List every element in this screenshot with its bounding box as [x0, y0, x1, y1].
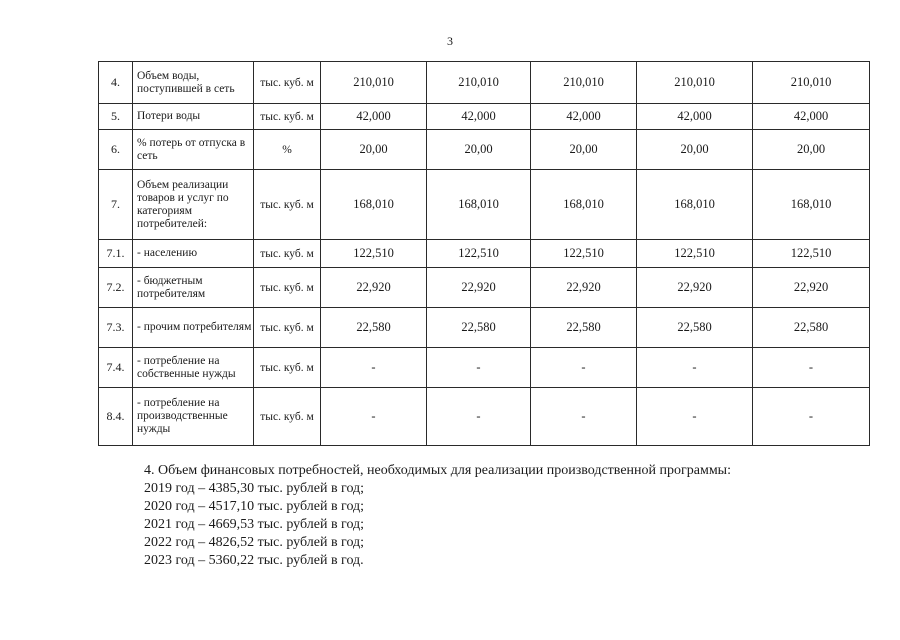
value-cell: 42,000: [531, 104, 637, 130]
value-cell: 168,010: [321, 170, 427, 240]
value-cell: -: [321, 348, 427, 388]
indicator-name-cell: - населению: [133, 240, 254, 268]
financial-needs-line: 2021 год – 4669,53 тыс. рублей в год;: [144, 517, 365, 532]
unit-cell: тыс. куб. м: [254, 240, 321, 268]
row-number-cell: 7.: [99, 170, 133, 240]
value-cell: 22,580: [321, 308, 427, 348]
table-row: [99, 130, 870, 170]
value-cell: 20,00: [427, 130, 531, 170]
value-cell: 168,010: [531, 170, 637, 240]
unit-cell: тыс. куб. м: [254, 104, 321, 130]
table-row: [99, 62, 870, 104]
row-number-cell: 5.: [99, 104, 133, 130]
indicator-name-cell: - бюджетным потребителям: [133, 268, 254, 308]
row-number-cell: 4.: [99, 62, 133, 104]
value-cell: 22,580: [637, 308, 753, 348]
value-cell: 22,580: [427, 308, 531, 348]
value-cell: -: [321, 388, 427, 446]
indicator-name-cell: Объем воды, поступившей в сеть: [133, 62, 254, 104]
value-cell: -: [637, 388, 753, 446]
unit-cell: тыс. куб. м: [254, 308, 321, 348]
indicators-table: [98, 61, 870, 446]
value-cell: -: [531, 348, 637, 388]
value-cell: 210,010: [531, 62, 637, 104]
value-cell: 122,510: [637, 240, 753, 268]
row-number-cell: 7.4.: [99, 348, 133, 388]
value-cell: 22,920: [321, 268, 427, 308]
value-cell: -: [753, 388, 870, 446]
value-cell: 42,000: [637, 104, 753, 130]
unit-cell: %: [254, 130, 321, 170]
indicator-name-cell: Объем реализации товаров и услуг по категориям потребителей:: [133, 170, 254, 240]
value-cell: 22,580: [753, 308, 870, 348]
indicator-name-cell: % потерь от отпуска в сеть: [133, 130, 254, 170]
table-row: [99, 388, 870, 446]
financial-needs-line: 2019 год – 4385,30 тыс. рублей в год;: [144, 481, 365, 496]
table-row: [99, 308, 870, 348]
value-cell: -: [531, 388, 637, 446]
table-row: [99, 170, 870, 240]
unit-cell: тыс. куб. м: [254, 348, 321, 388]
value-cell: 22,920: [637, 268, 753, 308]
value-cell: 122,510: [427, 240, 531, 268]
value-cell: -: [427, 388, 531, 446]
value-cell: 210,010: [637, 62, 753, 104]
value-cell: -: [427, 348, 531, 388]
value-cell: 168,010: [427, 170, 531, 240]
unit-cell: тыс. куб. м: [254, 170, 321, 240]
value-cell: 168,010: [637, 170, 753, 240]
unit-cell: тыс. куб. м: [254, 62, 321, 104]
table-row: [99, 348, 870, 388]
row-number-cell: 8.4.: [99, 388, 133, 446]
value-cell: 22,920: [531, 268, 637, 308]
value-cell: 20,00: [531, 130, 637, 170]
indicator-name-cell: - потребление на собственные нужды: [133, 348, 254, 388]
value-cell: 22,580: [531, 308, 637, 348]
indicator-name-cell: - потребление на производственные нужды: [133, 388, 254, 446]
financial-needs-line: 2023 год – 5360,22 тыс. рублей в год.: [144, 553, 364, 568]
value-cell: 210,010: [753, 62, 870, 104]
value-cell: 42,000: [427, 104, 531, 130]
table-row: [99, 268, 870, 308]
value-cell: 22,920: [753, 268, 870, 308]
indicator-name-cell: Потери воды: [133, 104, 254, 130]
value-cell: 20,00: [321, 130, 427, 170]
value-cell: -: [753, 348, 870, 388]
financial-needs-line: 2022 год – 4826,52 тыс. рублей в год;: [144, 535, 365, 550]
row-number-cell: 7.3.: [99, 308, 133, 348]
value-cell: 122,510: [531, 240, 637, 268]
table-row: [99, 104, 870, 130]
value-cell: 22,920: [427, 268, 531, 308]
unit-cell: тыс. куб. м: [254, 268, 321, 308]
table-row: [99, 240, 870, 268]
value-cell: 210,010: [427, 62, 531, 104]
financial-needs-heading: 4. Объем финансовых потребностей, необходимых для реализации производственной программы:: [144, 463, 731, 478]
value-cell: -: [637, 348, 753, 388]
value-cell: 42,000: [321, 104, 427, 130]
value-cell: 20,00: [753, 130, 870, 170]
value-cell: 42,000: [753, 104, 870, 130]
value-cell: 168,010: [753, 170, 870, 240]
row-number-cell: 6.: [99, 130, 133, 170]
financial-needs-line: 2020 год – 4517,10 тыс. рублей в год;: [144, 499, 365, 514]
value-cell: 122,510: [753, 240, 870, 268]
value-cell: 122,510: [321, 240, 427, 268]
financial-needs-section: [144, 462, 844, 570]
indicator-name-cell: - прочим потребителям: [133, 308, 254, 348]
value-cell: 210,010: [321, 62, 427, 104]
row-number-cell: 7.1.: [99, 240, 133, 268]
row-number-cell: 7.2.: [99, 268, 133, 308]
unit-cell: тыс. куб. м: [254, 388, 321, 446]
page-number: 3: [447, 34, 453, 48]
value-cell: 20,00: [637, 130, 753, 170]
